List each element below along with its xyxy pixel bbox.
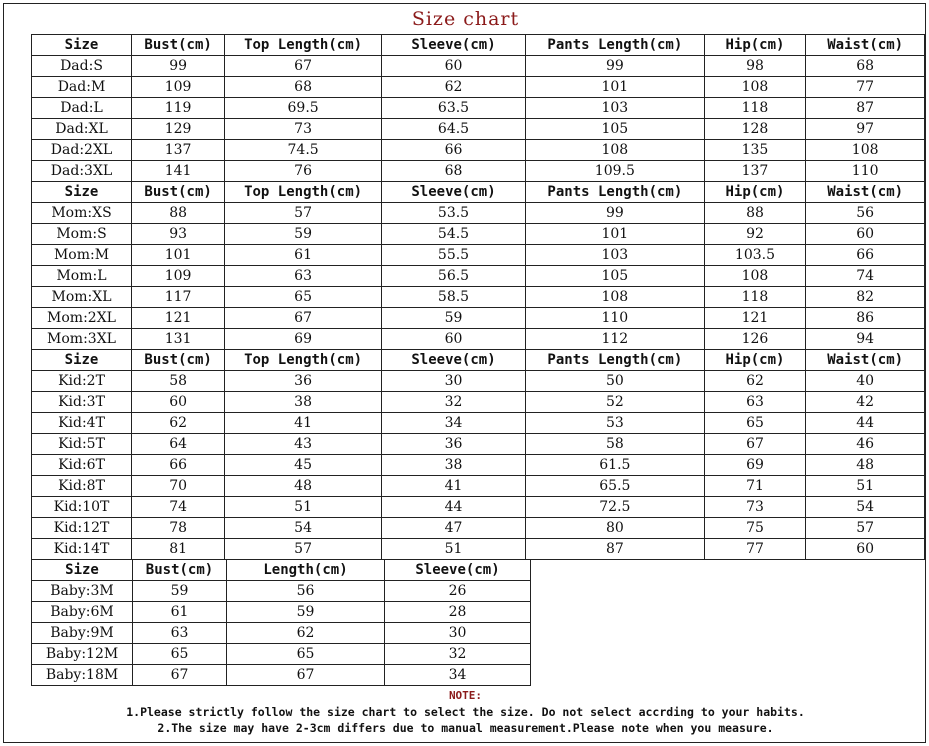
table-cell: 32 [385,644,531,665]
table-row [32,329,925,350]
table-cell: 99 [526,56,705,77]
header-row [32,182,925,203]
table-cell: 73 [704,497,806,518]
table-cell: 46 [806,434,925,455]
table-cell: 51 [381,539,525,560]
table-cell: 54.5 [381,224,525,245]
table-cell: 52 [526,392,705,413]
table-cell: Mom:XL [32,287,132,308]
table-cell: 50 [526,371,705,392]
table-cell: 43 [225,434,382,455]
table-cell: 34 [385,665,531,686]
table-cell: 65 [133,644,227,665]
baby-size-table [31,559,531,686]
table-cell: 38 [225,392,382,413]
table-cell: 34 [381,413,525,434]
header-cell: Waist(cm) [806,350,925,371]
header-cell: Sleeve(cm) [381,35,525,56]
table-cell: 137 [704,161,806,182]
size-chart-sheet [3,3,926,743]
table-cell: 62 [132,413,225,434]
table-cell: Mom:S [32,224,132,245]
table-cell: Dad:S [32,56,132,77]
table-cell: 109.5 [526,161,705,182]
table-cell: Baby:18M [32,665,133,686]
table-cell: 126 [704,329,806,350]
table-cell: 63.5 [381,98,525,119]
table-cell: 60 [132,392,225,413]
table-cell: 71 [704,476,806,497]
table-cell: 77 [704,539,806,560]
header-cell: Bust(cm) [132,35,225,56]
table-cell: 60 [806,224,925,245]
table-cell: 108 [526,140,705,161]
header-row [32,35,925,56]
table-cell: 69.5 [225,98,382,119]
header-cell: Pants Length(cm) [526,350,705,371]
header-cell: Size [32,35,132,56]
table-cell: 68 [225,77,382,98]
table-cell: 59 [227,602,385,623]
table-cell: 40 [806,371,925,392]
table-cell: 65.5 [526,476,705,497]
table-cell: Kid:10T [32,497,132,518]
header-cell: Waist(cm) [806,35,925,56]
header-cell: Top Length(cm) [225,182,382,203]
table-row [32,518,925,539]
table-cell: Kid:4T [32,413,132,434]
header-cell: Size [32,182,132,203]
table-cell: 63 [704,392,806,413]
table-cell: Dad:3XL [32,161,132,182]
table-row [32,224,925,245]
table-cell: 30 [381,371,525,392]
table-row [32,56,925,77]
table-row [32,455,925,476]
table-cell: 44 [806,413,925,434]
table-row [32,77,925,98]
table-cell: 137 [132,140,225,161]
table-cell: Dad:M [32,77,132,98]
table-cell: 75 [704,518,806,539]
table-cell: 30 [385,623,531,644]
table-cell: 44 [381,497,525,518]
table-cell: 41 [225,413,382,434]
table-cell: Kid:12T [32,518,132,539]
table-cell: 131 [132,329,225,350]
table-cell: Baby:6M [32,602,133,623]
table-cell: 119 [132,98,225,119]
table-cell: 110 [806,161,925,182]
table-cell: 88 [132,203,225,224]
table-cell: 58 [132,371,225,392]
size-table-body [32,35,925,560]
table-cell: 67 [225,56,382,77]
table-cell: 108 [526,287,705,308]
table-cell: 28 [385,602,531,623]
table-cell: Kid:3T [32,392,132,413]
table-cell: 61 [225,245,382,266]
table-cell: 56 [227,581,385,602]
table-cell: 58 [526,434,705,455]
table-cell: 81 [132,539,225,560]
note-line-2: 2.The size may have 2-3cm differs due to manual measurement.Please note when you measure. [157,721,774,735]
table-cell: Mom:2XL [32,308,132,329]
table-cell: Kid:2T [32,371,132,392]
header-cell: Size [32,560,133,581]
table-cell: 42 [806,392,925,413]
table-cell: 135 [704,140,806,161]
table-cell: Dad:2XL [32,140,132,161]
table-cell: 61 [133,602,227,623]
table-cell: Mom:L [32,266,132,287]
table-cell: 129 [132,119,225,140]
table-cell: 141 [132,161,225,182]
table-cell: Dad:XL [32,119,132,140]
table-cell: 99 [132,56,225,77]
table-cell: 36 [381,434,525,455]
table-cell: 62 [227,623,385,644]
header-cell: Size [32,350,132,371]
table-cell: 108 [704,266,806,287]
table-cell: 63 [225,266,382,287]
table-cell: 48 [806,455,925,476]
table-cell: 59 [225,224,382,245]
table-cell: 97 [806,119,925,140]
table-cell: 55.5 [381,245,525,266]
table-cell: 93 [132,224,225,245]
header-cell: Pants Length(cm) [526,182,705,203]
header-row [32,350,925,371]
table-cell: 57 [806,518,925,539]
table-cell: 110 [526,308,705,329]
header-cell: Sleeve(cm) [381,350,525,371]
table-cell: 69 [225,329,382,350]
table-cell: 54 [225,518,382,539]
table-row [32,392,925,413]
table-cell: Mom:3XL [32,329,132,350]
notes [4,688,927,736]
table-cell: 56.5 [381,266,525,287]
table-row [32,623,531,644]
table-cell: 60 [381,329,525,350]
header-row [32,560,531,581]
table-cell: 64.5 [381,119,525,140]
table-cell: 68 [806,56,925,77]
table-row [32,308,925,329]
table-cell: 60 [806,539,925,560]
note-title: NOTE: [448,689,483,702]
table-cell: 65 [225,287,382,308]
table-cell: 101 [526,77,705,98]
table-cell: 65 [227,644,385,665]
table-cell: 112 [526,329,705,350]
table-cell: 94 [806,329,925,350]
size-table [31,34,925,560]
table-cell: 54 [806,497,925,518]
table-cell: 68 [381,161,525,182]
table-cell: 73 [225,119,382,140]
header-cell: Hip(cm) [704,350,806,371]
table-row [32,539,925,560]
header-cell: Top Length(cm) [225,35,382,56]
table-cell: 105 [526,119,705,140]
table-cell: 51 [806,476,925,497]
table-row [32,245,925,266]
table-row [32,119,925,140]
table-cell: 87 [526,539,705,560]
chart-title: Size chart [411,8,520,30]
table-row [32,581,531,602]
table-cell: 62 [704,371,806,392]
table-cell: 98 [704,56,806,77]
table-cell: 41 [381,476,525,497]
table-cell: 66 [132,455,225,476]
table-cell: Kid:5T [32,434,132,455]
table-cell: Baby:9M [32,623,133,644]
table-cell: Dad:L [32,98,132,119]
table-row [32,140,925,161]
table-cell: 36 [225,371,382,392]
header-cell: Sleeve(cm) [381,182,525,203]
table-cell: 67 [704,434,806,455]
table-cell: 109 [132,77,225,98]
table-cell: 67 [225,308,382,329]
table-row [32,98,925,119]
table-cell: 121 [132,308,225,329]
table-row [32,266,925,287]
table-cell: 109 [132,266,225,287]
table-cell: 74 [806,266,925,287]
table-cell: 99 [526,203,705,224]
table-cell: 82 [806,287,925,308]
table-row [32,434,925,455]
header-cell: Length(cm) [227,560,385,581]
table-row [32,497,925,518]
table-cell: 61.5 [526,455,705,476]
header-cell: Top Length(cm) [225,350,382,371]
header-cell: Sleeve(cm) [385,560,531,581]
header-cell: Bust(cm) [132,350,225,371]
table-cell: 86 [806,308,925,329]
table-cell: 58.5 [381,287,525,308]
table-cell: 64 [132,434,225,455]
table-row [32,602,531,623]
table-cell: 118 [704,98,806,119]
table-row [32,161,925,182]
table-cell: 56 [806,203,925,224]
table-cell: 67 [133,665,227,686]
table-row [32,476,925,497]
table-cell: 65 [704,413,806,434]
table-cell: Mom:M [32,245,132,266]
table-cell: 53 [526,413,705,434]
table-cell: 103.5 [704,245,806,266]
table-cell: 59 [133,581,227,602]
table-cell: 69 [704,455,806,476]
table-cell: Baby:12M [32,644,133,665]
table-cell: 80 [526,518,705,539]
table-cell: 60 [381,56,525,77]
table-cell: 26 [385,581,531,602]
table-cell: 117 [132,287,225,308]
table-cell: 57 [225,203,382,224]
table-cell: 59 [381,308,525,329]
table-cell: 70 [132,476,225,497]
table-cell: 53.5 [381,203,525,224]
table-cell: 101 [132,245,225,266]
table-cell: 72.5 [526,497,705,518]
table-cell: 67 [227,665,385,686]
table-cell: 38 [381,455,525,476]
table-cell: 88 [704,203,806,224]
table-cell: Kid:8T [32,476,132,497]
table-row [32,665,531,686]
header-cell: Bust(cm) [132,182,225,203]
table-cell: 47 [381,518,525,539]
table-cell: 108 [704,77,806,98]
table-cell: 103 [526,245,705,266]
table-cell: 62 [381,77,525,98]
table-row [32,371,925,392]
header-cell: Hip(cm) [704,182,806,203]
table-cell: Mom:XS [32,203,132,224]
table-cell: 101 [526,224,705,245]
header-cell: Hip(cm) [704,35,806,56]
header-cell: Bust(cm) [133,560,227,581]
table-cell: Kid:6T [32,455,132,476]
table-cell: 57 [225,539,382,560]
baby-table-body [32,560,531,686]
header-cell: Pants Length(cm) [526,35,705,56]
table-cell: 66 [806,245,925,266]
table-cell: 105 [526,266,705,287]
table-cell: 66 [381,140,525,161]
table-cell: Baby:3M [32,581,133,602]
table-cell: 77 [806,77,925,98]
note-line-1: 1.Please strictly follow the size chart to select the size. Do not select accrding to your habits. [126,705,805,719]
table-row [32,413,925,434]
table-cell: 103 [526,98,705,119]
table-cell: 48 [225,476,382,497]
table-cell: 32 [381,392,525,413]
table-cell: 128 [704,119,806,140]
header-cell: Waist(cm) [806,182,925,203]
table-cell: 76 [225,161,382,182]
table-cell: 92 [704,224,806,245]
table-cell: 108 [806,140,925,161]
table-cell: 45 [225,455,382,476]
table-cell: 78 [132,518,225,539]
table-cell: 51 [225,497,382,518]
table-cell: 121 [704,308,806,329]
table-cell: 74.5 [225,140,382,161]
table-cell: 63 [133,623,227,644]
table-row [32,287,925,308]
table-cell: 118 [704,287,806,308]
table-cell: 74 [132,497,225,518]
table-cell: Kid:14T [32,539,132,560]
table-row [32,644,531,665]
table-row [32,203,925,224]
table-cell: 87 [806,98,925,119]
